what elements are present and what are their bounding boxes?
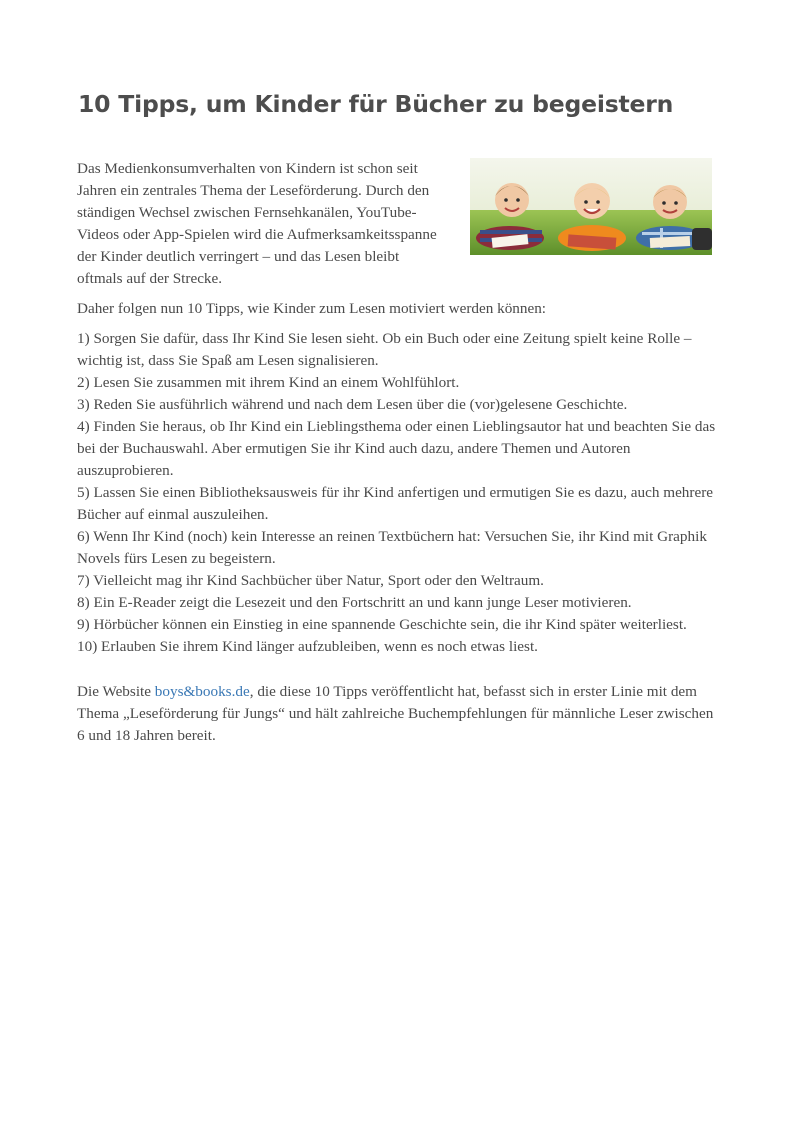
intro-line: Videos oder App-Spielen wird die Aufmerksamkeitsspanne — [77, 226, 437, 243]
tips-lead: Daher folgen nun 10 Tipps, wie Kinder zum Lesen motiviert werden können: — [77, 300, 547, 317]
closing-text-start: Die Website — [77, 683, 155, 700]
list-item: 7) Vielleicht mag ihr Kind Sachbücher über Natur, Sport oder den Weltraum. — [77, 572, 544, 589]
intro-line: Jahren ein zentrales Thema der Leseförderung. Durch den — [77, 182, 430, 199]
intro-paragraph — [77, 158, 465, 290]
website-link[interactable]: boys&books.de — [154, 683, 250, 700]
list-item: 10) Erlauben Sie ihrem Kind länger aufzubleiben, wenn es noch etwas liest. — [77, 638, 538, 655]
list-item: 2) Lesen Sie zusammen mit ihrem Kind an einem Wohlfühlort. — [77, 374, 460, 391]
intro-line: ständigen Wechsel zwischen Fernsehkanälen, YouTube- — [77, 204, 417, 221]
intro-line: Das Medienkonsumverhalten von Kindern ist schon seit — [77, 160, 418, 177]
closing-text-end: , die diese 10 Tipps veröffentlicht hat, befasst sich in erster Linie mit dem Thema „Leseförderung für Jungs“ und hält zahlreiche Buchempfehlungen für männliche Leser zwischen 6 und 18 Jahren bereit. — [77, 683, 714, 744]
list-item: 3) Reden Sie ausführlich während und nach dem Lesen über die (vor)gelesene Geschichte. — [77, 396, 628, 413]
article-title: 10 Tipps, um Kinder für Bücher zu begeistern — [78, 90, 674, 118]
intro-line: der Kinder deutlich verringert – und das Lesen bleibt — [77, 248, 400, 265]
list-item: 5) Lassen Sie einen Bibliotheksausweis für ihr Kind anfertigen und ermutigen Sie es dazu, auch mehrere Bücher auf einmal auszuleihen. — [77, 484, 713, 523]
children-reading-photo — [470, 158, 712, 255]
list-item: 9) Hörbücher können ein Einstieg in eine spannende Geschichte sein, die ihr Kind später weiterliest. — [77, 616, 687, 633]
closing-paragraph — [77, 681, 722, 747]
list-item: 1) Sorgen Sie dafür, dass Ihr Kind Sie lesen sieht. Ob ein Buch oder eine Zeitung spielt keine Rolle – wichtig ist, dass Sie Spaß am Lesen signalisieren. — [77, 330, 692, 369]
list-item: 6) Wenn Ihr Kind (noch) kein Interesse an reinen Textbüchern hat: Versuchen Sie, ihr Kind mit Graphik Novels fürs Lesen zu begeistern. — [77, 528, 707, 567]
intro-line: oftmals auf der Strecke. — [77, 270, 223, 287]
list-item: 4) Finden Sie heraus, ob Ihr Kind ein Lieblingsthema oder einen Lieblingsautor hat und beachten Sie das bei der Buchauswahl. Aber ermutigen Sie ihr Kind auch dazu, andere Themen und Autoren auszuprobieren. — [77, 418, 716, 479]
tips-list — [77, 328, 722, 658]
list-item: 8) Ein E-Reader zeigt die Lesezeit und den Fortschritt an und kann junge Leser motivieren. — [77, 594, 632, 611]
